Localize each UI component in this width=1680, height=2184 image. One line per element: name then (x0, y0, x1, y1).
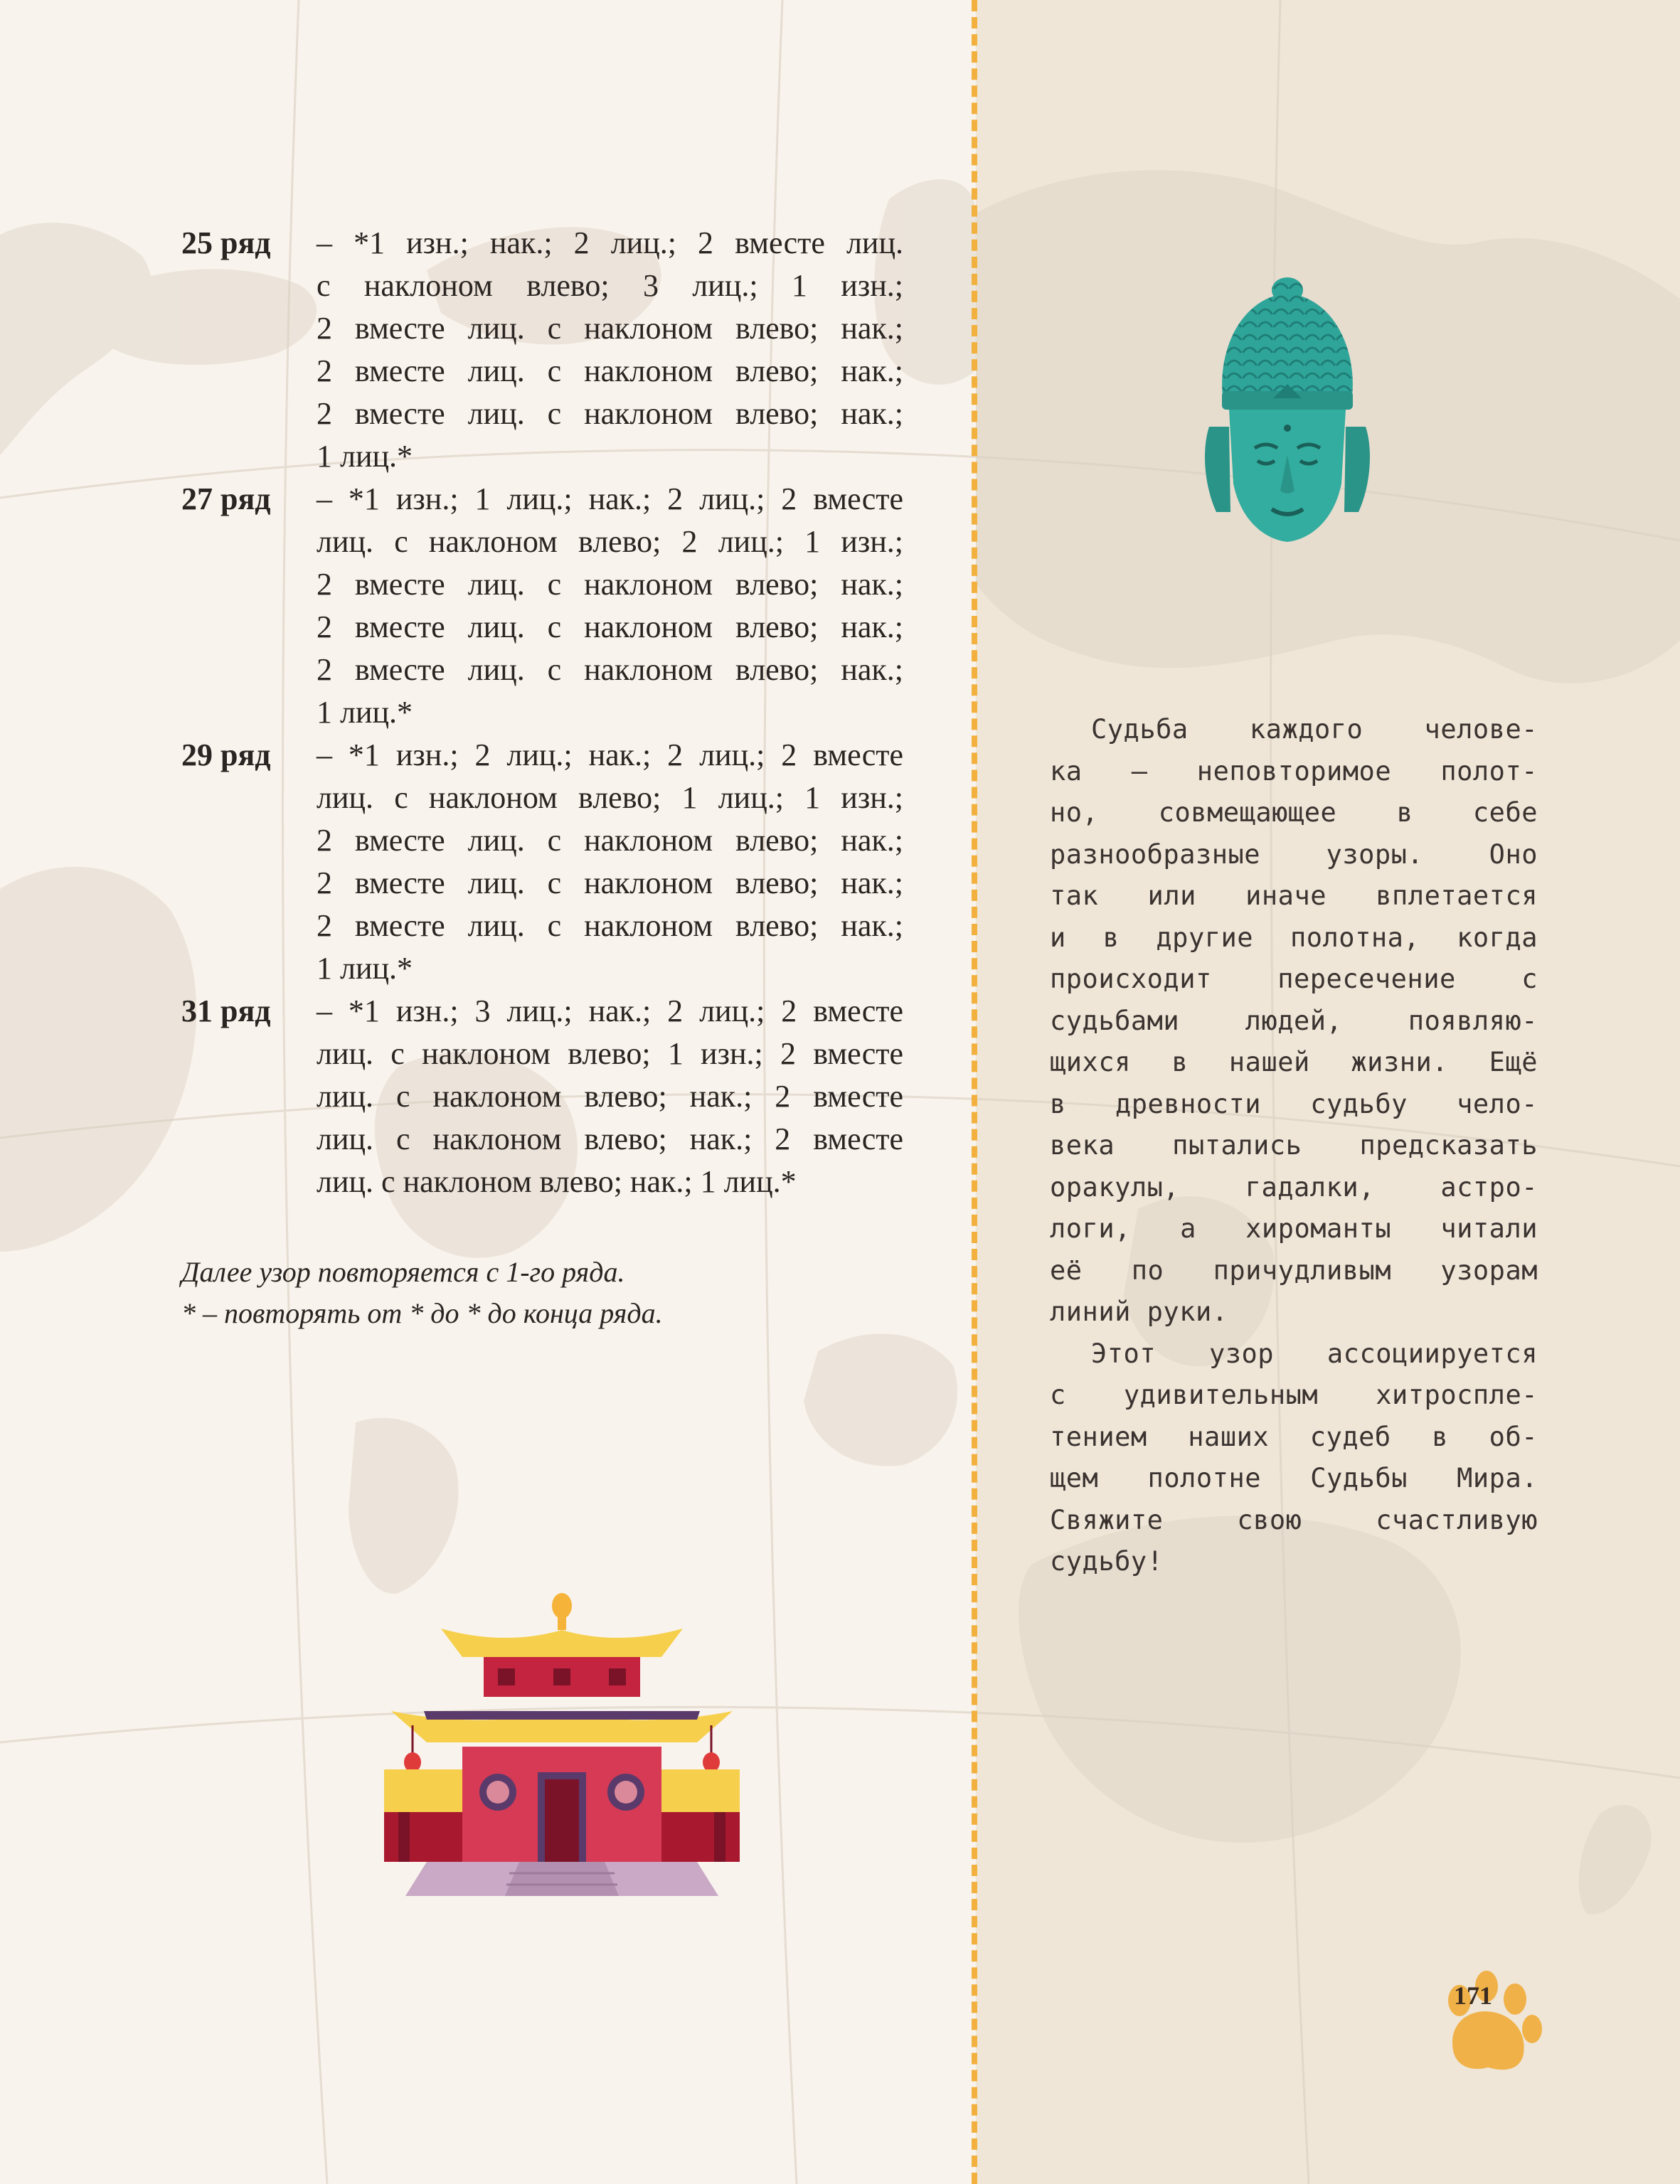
row-text-line: лиц. с наклоном влево; нак.; 2 вместе (317, 1079, 903, 1114)
asterisk-note: * – повторять от * до * до конца ряда. (181, 1297, 663, 1329)
knitting-rows (181, 222, 903, 1203)
row-27 (181, 478, 903, 734)
story-line: так или иначе вплетается (1050, 880, 1538, 911)
row-text-line: 1 лиц.* (317, 439, 413, 474)
pattern-notes (181, 1252, 663, 1334)
row-text-line: – *1 изн.; 1 лиц.; нак.; 2 лиц.; 2 вместе (317, 481, 903, 516)
story-line: Свяжите свою счастливую (1050, 1504, 1538, 1535)
story-line: с удивительным хитроспле- (1050, 1380, 1538, 1410)
row-label: 29 ряд (181, 737, 271, 772)
repeat-note: Далее узор повторяется с 1-го ряда. (181, 1256, 625, 1288)
story-line: ка – неповторимое полот- (1050, 755, 1538, 787)
story-line: в древности судьбу чело- (1050, 1088, 1538, 1119)
row-text-line: – *1 изн.; 3 лиц.; нак.; 2 лиц.; 2 вместе (317, 994, 903, 1028)
story-line: линий руки. (1050, 1296, 1228, 1327)
row-text-line: 2 вместе лиц. с наклоном влево; нак.; (317, 311, 903, 346)
row-text-line: 2 вместе лиц. с наклоном влево; нак.; (317, 823, 903, 858)
destiny-story (1050, 709, 1538, 1583)
story-line: тением наших судеб в об- (1050, 1421, 1538, 1452)
row-text-line: – *1 изн.; нак.; 2 лиц.; 2 вместе лиц. (317, 225, 903, 260)
pagoda-temple-icon (363, 1586, 761, 1899)
row-text-line: 2 вместе лиц. с наклоном влево; нак.; (317, 652, 903, 687)
story-line: века пытались предсказать (1050, 1130, 1538, 1161)
row-text-line: 2 вместе лиц. с наклоном влево; нак.; (317, 908, 903, 943)
page-number: 171 (1454, 1981, 1492, 2010)
story-line: но, совмещающее в себе (1050, 797, 1538, 828)
row-text-line: лиц. с наклоном влево; 2 лиц.; 1 изн.; (317, 524, 903, 559)
row-text-line: с наклоном влево; 3 лиц.; 1 изн.; (317, 268, 903, 303)
row-label: 25 ряд (181, 225, 271, 260)
story-line: происходит пересечение с (1050, 964, 1538, 994)
row-text-line: – *1 изн.; 2 лиц.; нак.; 2 лиц.; 2 вместе (317, 737, 903, 772)
story-line: и в другие полотна, когда (1050, 922, 1538, 953)
row-text-line: 2 вместе лиц. с наклоном влево; нак.; (317, 567, 903, 602)
row-text-line: лиц. с наклоном влево; нак.; 1 лиц.* (317, 1164, 797, 1199)
row-text-line: 2 вместе лиц. с наклоном влево; нак.; (317, 396, 903, 431)
row-label: 31 ряд (181, 994, 271, 1028)
row-text-line: 1 лиц.* (317, 695, 413, 730)
row-text-line: 2 вместе лиц. с наклоном влево; нак.; (317, 865, 903, 900)
story-line: Судьба каждого челове- (1091, 714, 1538, 745)
story-line: её по причудливым узорам (1050, 1255, 1538, 1286)
story-line: щем полотне Судьбы Мира. (1050, 1463, 1538, 1493)
buddha-head-icon (1195, 277, 1380, 548)
row-text-line: 2 вместе лиц. с наклоном влево; нак.; (317, 609, 903, 644)
row-text-line: лиц. с наклоном влево; 1 изн.; 2 вместе (317, 1036, 903, 1071)
row-text-line: 2 вместе лиц. с наклоном влево; нак.; (317, 353, 903, 388)
story-line: Этот узор ассоциируется (1091, 1338, 1538, 1369)
story-line: судьбами людей, появляю- (1050, 1005, 1538, 1036)
story-line: логи, а хироманты читали (1050, 1213, 1538, 1244)
story-line: щихся в нашей жизни. Ещё (1050, 1047, 1538, 1077)
row-text-line: лиц. с наклоном влево; нак.; 2 вместе (317, 1122, 903, 1156)
row-31 (181, 990, 903, 1203)
dashed-divider (972, 0, 977, 2184)
story-line: разнообразные узоры. Оно (1050, 838, 1538, 870)
row-text-line: 1 лиц.* (317, 951, 413, 986)
row-29 (181, 734, 903, 990)
story-line: оракулы, гадалки, астро- (1050, 1171, 1538, 1203)
story-line: судьбу! (1050, 1546, 1164, 1577)
row-text-line: лиц. с наклоном влево; 1 лиц.; 1 изн.; (317, 780, 903, 815)
row-label: 27 ряд (181, 481, 271, 516)
row-25 (181, 222, 903, 478)
